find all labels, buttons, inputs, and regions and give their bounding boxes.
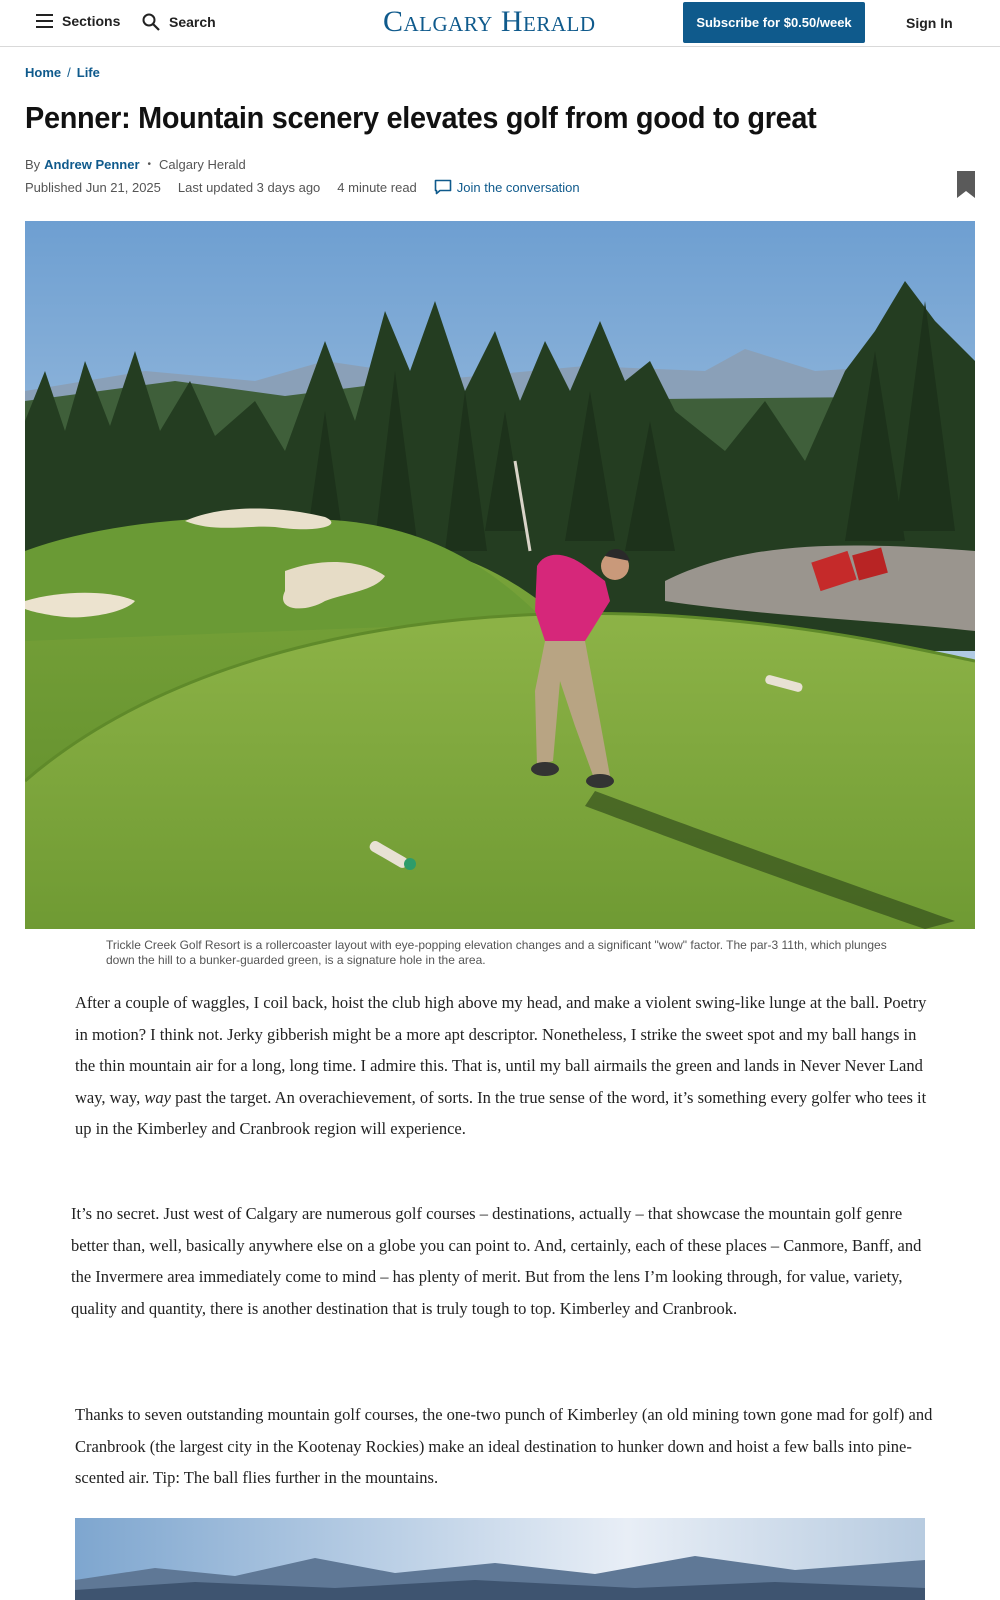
updated-date: Last updated 3 days ago [177,179,321,195]
article-paragraph-2: It’s no secret. Just west of Calgary are numerous golf courses – destinations, actually – that showcase the mountain golf genre better than, well, basically anywhere else on a globe you can point to. And, certainly, each of these places – Canmore, Banff, and the Invermere area immediately come to mind – has plenty of merit. But from the lens I’m looking through, for value, variety, quality and quantity, there is another destination that is truly tough to top. Kimberley and Cranbrook. [71,1204,922,1318]
subscribe-button[interactable]: Subscribe for $0.50/week [683,2,865,43]
search-label: Search [169,14,216,30]
breadcrumb-home-link[interactable]: Home [25,65,62,80]
search-button[interactable] [142,13,216,31]
article-headline: Penner: Mountain scenery elevates golf from good to great [25,100,817,135]
paragraph-1-text-b: past the target. An overachievement, of sorts. In the true sense of the word, it’s something every golfer who tees it up in the Kimberley and Cranbrook region will experience. [75,1087,927,1138]
byline-separator: • [147,159,152,170]
search-icon [142,13,160,31]
bookmark-button[interactable] [957,171,975,203]
hero-caption: Trickle Creek Golf Resort is a rollercoaster layout with eye-popping elevation changes and a significant "wow" factor. The par-3 11th, which plunges down the hill to a bunker-guarded green, is a signature hole in the area. [106,938,887,967]
breadcrumb-section-link[interactable]: Life [76,65,100,80]
read-time: 4 minute read [337,179,417,195]
sign-in-button[interactable]: Sign In [906,15,953,31]
publication-name: Calgary Herald [159,157,246,172]
byline [25,157,246,172]
join-conversation-link[interactable] [434,179,597,195]
breadcrumb [25,65,100,80]
paragraph-1-text-a: After a couple of waggles, I coil back, hoist the club high above my head, and make a violent swing-like lunge at the ball. Poetry in motion? I think not. Jerky gibberish might be a more apt descriptor. Nonetheless, I strike the sweet spot and my ball hangs in the thin mountain air for a long, long time. I admire this. That is, until my ball airmails the green and lands in Never Never Land way, way, [75,993,927,1107]
hero-image [25,221,975,929]
bookmark-icon [957,171,975,198]
menu-icon [36,14,53,28]
sections-button[interactable] [36,13,120,29]
article-paragraph-3: Thanks to seven outstanding mountain golf courses, the one-two punch of Kimberley (an old mining town gone mad for golf) and Cranbrook (the largest city in the Kootenay Rockies) make an ideal destination to hunker down and hoist a few balls into pine-scented air. Tip: The ball flies further in the mountains. [75,1405,933,1487]
article-meta [25,179,614,195]
paragraph-1-emphasis: way [144,1087,171,1107]
sections-label: Sections [62,13,121,29]
breadcrumb-separator: / [67,65,71,80]
published-date: Published Jun 21, 2025 [25,179,161,195]
by-label: By [25,157,41,172]
author-link[interactable]: Andrew Penner [44,157,140,172]
article-paragraph-1 [75,987,935,1145]
site-header [0,0,1000,47]
site-logo[interactable]: Calgary Herald [383,5,596,38]
comment-icon [434,179,452,195]
article-photo-2 [75,1518,925,1600]
join-conversation-label: Join the conversation [456,179,580,195]
